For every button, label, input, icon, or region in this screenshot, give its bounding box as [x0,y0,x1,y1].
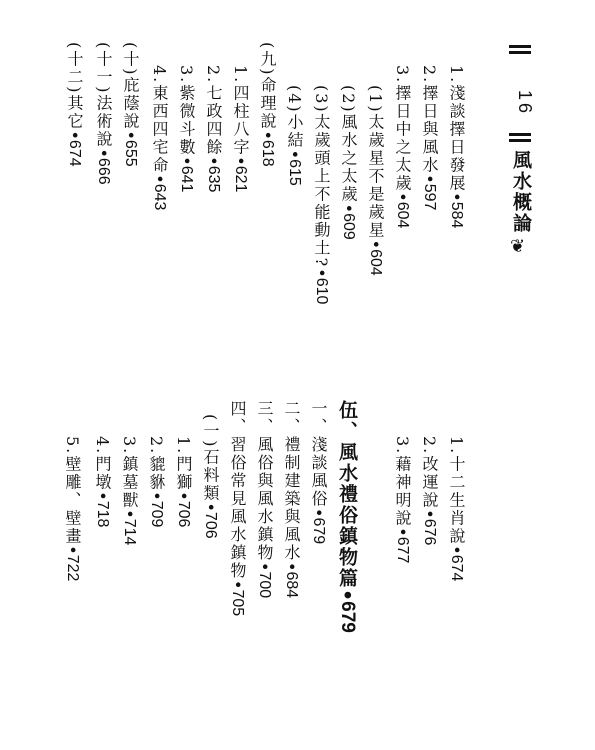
toc-page-number: 674 [66,139,83,167]
leader-dot: • [65,130,84,140]
toc-page-number: 643 [151,183,168,211]
leader-dot: • [420,509,439,519]
toc-entry [367,85,383,276]
toc-entry-text: 2.七政四餘 [204,65,223,157]
toc-entry [340,85,356,240]
leader-dot: • [258,130,277,140]
toc-entry-text: (九)命理說 [258,42,277,131]
toc-page-number: 615 [286,159,303,186]
toc-entry-text: 1.淺談擇日發展 [447,65,466,193]
leader-dot: • [420,174,439,184]
leader-dot: • [63,545,82,555]
leader-dot: • [366,239,385,250]
toc-entry [259,42,275,167]
toc-page-number: 609 [340,213,357,240]
leader-dot: • [447,192,466,202]
toc-entry [95,42,111,185]
toc-page-number: 666 [95,157,112,185]
toc-page-number: 718 [94,500,111,528]
toc-entry-text: 1.四柱八字 [231,65,250,157]
leader-dot: • [447,545,466,555]
leader-dot: • [393,527,412,537]
toc-entry [229,400,245,616]
toc-entry [310,400,326,544]
toc-entry-text: 三、風俗與風水鎮物 [255,400,274,562]
chapter-title: 風水概論 [510,150,532,234]
leader-dot: • [285,149,304,160]
toc-page-number: 706 [202,511,219,539]
toc-entry-text: 3.紫微斗數 [177,65,196,157]
toc-entry [448,65,464,228]
toc-entry [232,65,248,192]
toc-page-number: 706 [175,500,192,528]
toc-entry-text: 2.改運說 [420,436,439,510]
toc-entry-text: (1)太歲星不是歲星 [366,85,385,240]
toc-entry [286,85,302,186]
toc-entry [394,436,410,563]
toc-entry [202,414,218,539]
leader-dot: • [228,580,247,590]
leader-dot: • [120,509,139,519]
toc-entry-text: 一、淺談風俗 [309,400,328,508]
toc-entry [283,400,299,598]
leader-dot: • [204,156,223,166]
toc-page-number: 655 [122,139,139,167]
leader-dot: • [147,491,166,501]
toc-entry [175,436,191,527]
toc-entry-text: (一)石料類 [201,414,220,503]
toc-entry-text: 1.門獅 [174,436,193,492]
toc-page-number: 714 [121,518,138,546]
toc-entry [94,436,110,527]
toc-page-number: 610 [313,277,330,305]
toc-page-number: 584 [448,201,465,229]
ornament-icon: ❦ [510,236,526,257]
toc-page-number: 679 [310,517,327,545]
toc-entry [148,436,164,527]
header-rule-top [509,45,531,48]
leader-dot: • [174,491,193,501]
toc-entry [421,65,437,210]
toc-entry-text: 2.擇日與風水 [420,65,439,175]
toc-entry-text: 3.鎮墓獸 [120,436,139,510]
toc-page-number: 618 [259,139,276,167]
toc-entry [313,85,329,304]
toc-entry [121,436,137,545]
toc-page-number: 604 [367,249,384,276]
toc-entry-text: 伍、風水禮俗鎮物篇 [336,400,358,589]
leader-dot: • [93,491,112,501]
toc-page-number: 705 [229,589,246,617]
toc-entry-text: (十)庇蔭說 [121,42,140,131]
toc-entry-text: (4)小結 [285,85,304,150]
toc-page-number: 674 [448,554,465,582]
toc-page-number: 684 [283,571,300,599]
toc-page-number: 597 [421,183,438,211]
page-number: 16 [515,90,535,117]
leader-dot: • [150,174,169,184]
header-rule-mid [509,133,531,136]
toc-entry-text: 3.藉神明說 [393,436,412,528]
toc-entry [205,65,221,192]
leader-dot: • [231,156,250,166]
leader-dot: • [177,156,196,166]
leader-dot: • [336,589,358,602]
toc-entry [256,400,272,598]
toc-entry [448,436,464,581]
toc-entry [178,65,194,192]
leader-dot: • [282,562,301,572]
toc-entry [66,42,82,167]
toc-entry-text: (十一)法術說 [94,42,113,149]
leader-dot: • [312,268,331,278]
toc-entry-text: 2.貔貅 [147,436,166,492]
leader-dot: • [201,502,220,512]
toc-page-number: 676 [421,518,438,546]
leader-dot: • [94,148,113,158]
toc-entry-text: (2)風水之太歲 [339,85,358,204]
toc-section-heading [337,400,357,633]
toc-page-number: 621 [232,165,249,193]
toc-page-number: 700 [256,571,273,599]
toc-page-number: 604 [394,201,411,229]
toc-page-number: 641 [178,165,195,193]
header-rule-mid-2 [509,139,531,142]
toc-entry [64,436,80,581]
toc-page-number: 677 [394,536,411,564]
toc-entry-text: 二、禮制建築與風水 [282,400,301,562]
toc-entry-text: 1.十二生肖說 [447,436,466,546]
header-rule-top-2 [509,51,531,54]
toc-entry [394,65,410,228]
leader-dot: • [309,508,328,518]
toc-entry-text: (3)太歲頭上不能動土? [312,85,331,269]
toc-entry-text: 四、習俗常見風水鎮物 [228,400,247,580]
toc-entry-text: (十二)其它 [65,42,84,131]
toc-page-number: 635 [205,165,222,193]
toc-page-number: 679 [337,601,358,633]
toc-entry-text: 5.壁雕、壁畫 [63,436,82,546]
toc-page-number: 722 [64,554,81,582]
toc-entry-text: 3.擇日中之太歲 [393,65,412,193]
toc-entry [122,42,138,167]
leader-dot: • [393,192,412,202]
toc-entry-text: 4.東西四宅命 [150,65,169,175]
leader-dot: • [339,203,358,214]
toc-page-number: 709 [148,500,165,528]
toc-entry-text: 4.門墩 [93,436,112,492]
toc-entry [421,436,437,545]
leader-dot: • [121,130,140,140]
leader-dot: • [255,562,274,572]
toc-entry [151,65,167,210]
